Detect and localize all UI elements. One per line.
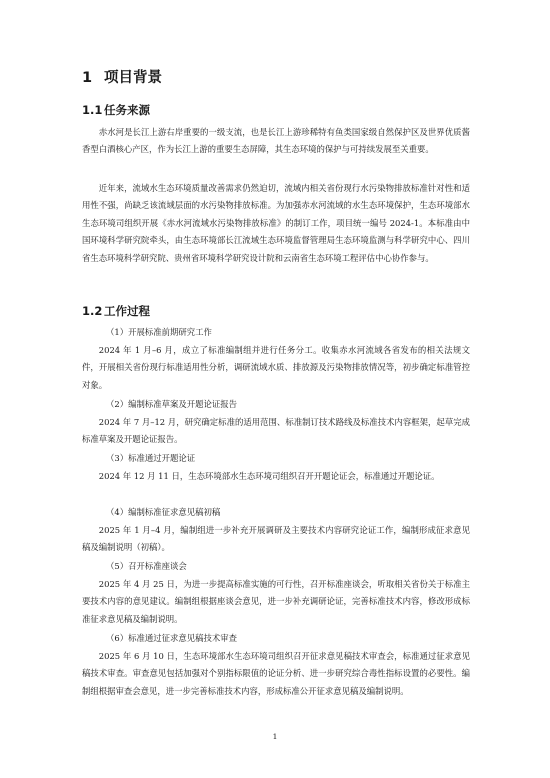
step-4-title: （4）编制标准征求意见稿初稿	[106, 507, 221, 517]
page-number: 1	[272, 732, 278, 741]
subsection-number: 1.2	[82, 304, 103, 318]
paragraph-river-intro: 赤水河是长江上游右岸重要的一级支流，也是长江上游珍稀特有鱼类国家级自然保护区及世界优质酱香型白酒核心产区，作为长江上游的重要生态屏障，其生态环境的保护与可持续发展至关重要。	[82, 127, 470, 155]
step-1-text: 2024 年 1 月–6 月，成立了标准编制组并进行任务分工。收集赤水河流域各省发布的相关法规文件，开展相关省份现行标准适用性分析，调研流域水质、排放源及污染物排放情况等，初步确定标准管控对象。	[82, 345, 470, 390]
subsection-heading-1-1	[82, 102, 150, 118]
paragraph-standard-task: 近年来，流域水生态环境质量改善需求仍然迫切，流域内相关省份现行水污染物排放标准针对性和适用性不强，尚缺乏该流域层面的水污染物排放标准。为加强赤水河流域的水生态环境保护，生态环境部水生态环境司组织开展《赤水河流域水污染物排放标准》的制订工作，项目统一编号 2024-1。本标准由中国环境科学研究院牵头，由生态环境部长江流域生态环境监督管理局生态环境监测与科学研究中心、四川省生态环境科学研究院、贵州省环境科学研究设计院和云南省生态环境工程评估中心协作参与。	[82, 183, 470, 263]
section-number: 1	[82, 70, 93, 86]
step-4-text: 2025 年 1 月–4 月，编制组进一步补充开展调研及主要技术内容研究论证工作，编制形成征求意见稿及编制说明（初稿）。	[82, 525, 470, 553]
step-3-text: 2024 年 12 月 11 日，生态环境部水生态环境司组织召开开题论证会，标准通过开题论证。	[98, 471, 440, 481]
step-1-title: （1）开展标准前期研究工作	[106, 327, 212, 337]
section-title: 项目背景	[104, 70, 162, 86]
step-5-text: 2025 年 4 月 25 日，为进一步提高标准实施的可行性，召开标准座谈会，听取相关省份关于标准主要技术内容的意见建议。编制组根据座谈会意见，进一步补充调研论证，完善标准技术内容，修改形成标准征求意见稿及编制说明。	[82, 579, 470, 624]
step-2-text: 2024 年 7 月–12 月，研究确定标准的适用范围、标准制订技术路线及标准技术内容框架，起草完成标准草案及开题论证报告。	[82, 417, 470, 445]
step-2-title: （2）编制标准草案及开题论证报告	[106, 399, 237, 409]
subsection-title: 工作过程	[104, 304, 150, 318]
step-6-text: 2025 年 6 月 10 日，生态环境部水生态环境司组织召开征求意见稿技术审查会，标准通过征求意见稿技术审查。审查意见包括加强对个别指标限值的论证分析、进一步研究综合毒性指标设置的必要性。编制组根据审查会意见，进一步完善标准技术内容，形成标准公开征求意见稿及编制说明。	[82, 651, 470, 696]
subsection-number: 1.1	[82, 103, 103, 117]
step-5-title: （5）召开标准座谈会	[106, 561, 187, 571]
subsection-heading-1-2	[82, 303, 150, 319]
step-3-title: （3）标准通过开题论证	[106, 453, 196, 463]
subsection-title: 任务来源	[104, 103, 150, 117]
section-heading	[82, 66, 162, 87]
step-6-title: （6）标准通过征求意见稿技术审查	[106, 633, 237, 643]
